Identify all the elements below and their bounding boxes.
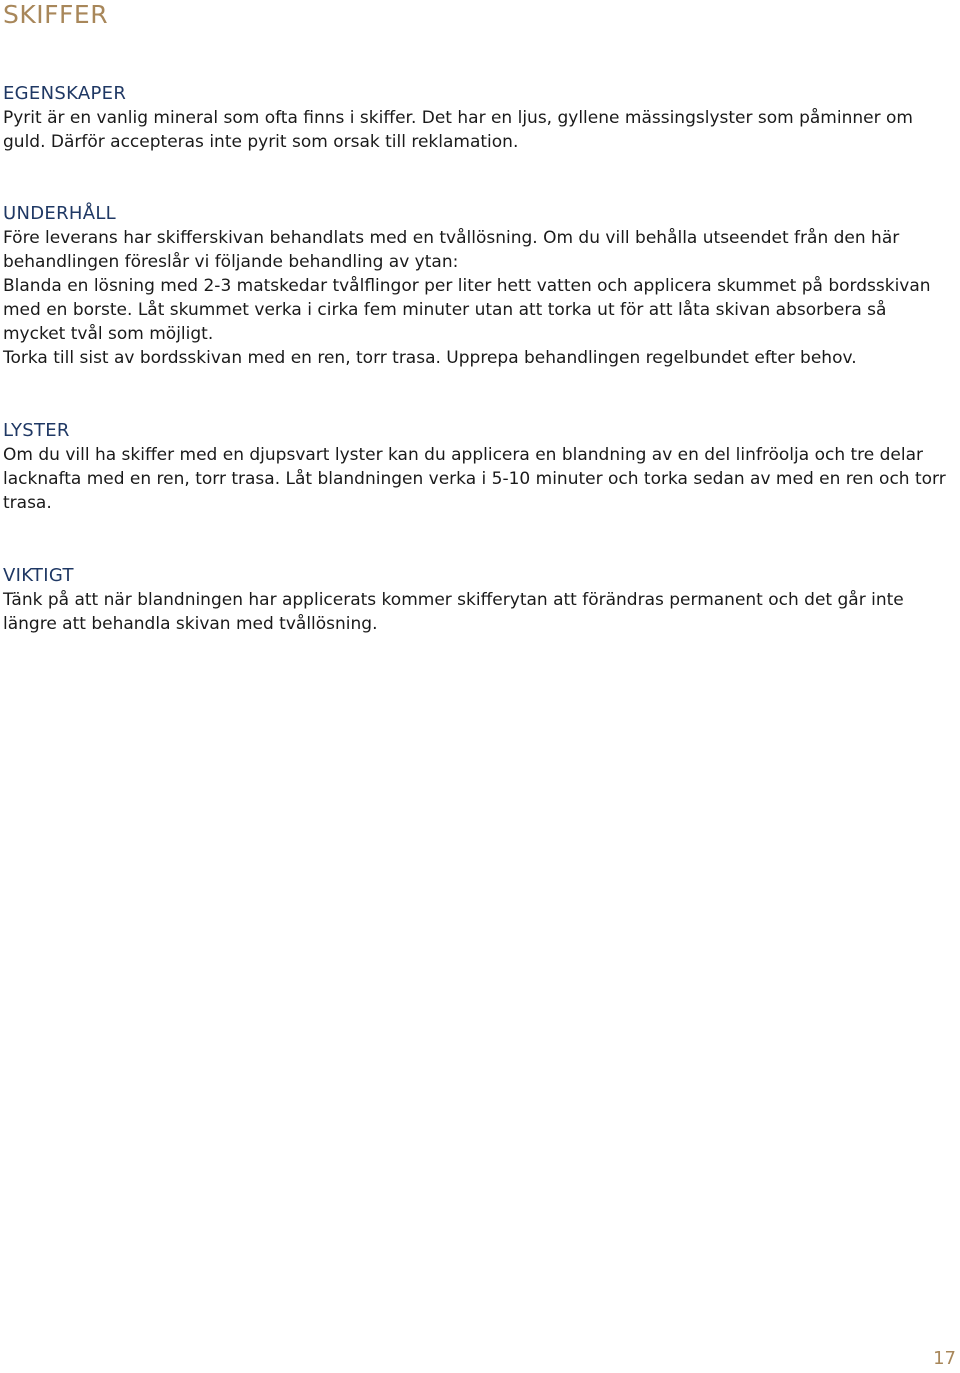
section-heading: UNDERHÅLL [3, 203, 116, 224]
section-underhall [3, 202, 953, 370]
section-heading: LYSTER [3, 420, 70, 441]
section-paragraph: Blanda en lösning med 2-3 matskedar tvålflingor per liter hett vatten och applicera skummet på bordsskivan med en borste. Låt skummet verka i cirka fem minuter utan att torka ut för att låta skivan absorbera så mycket tvål som möjligt. [3, 276, 931, 344]
section-paragraph: Torka till sist av bordsskivan med en ren, torr trasa. Upprepa behandlingen regelbundet efter behov. [3, 348, 857, 368]
section-paragraph: Pyrit är en vanlig mineral som ofta finns i skiffer. Det har en ljus, gyllene mässingslyster som påminner om guld. Därför accepteras inte pyrit som orsak till reklamation. [3, 108, 913, 152]
section-heading: EGENSKAPER [3, 83, 127, 104]
section-egenskaper [3, 82, 953, 154]
section-paragraph: Före leverans har skifferskivan behandlats med en tvållösning. Om du vill behålla utseendet från den här behandlingen föreslår vi följande behandling av ytan: [3, 228, 900, 272]
page-number: 17 [933, 1348, 956, 1369]
section-viktigt [3, 564, 953, 636]
section-lyster [3, 419, 953, 515]
section-paragraph: Tänk på att när blandningen har applicerats kommer skifferytan att förändras permanent och det går inte längre att behandla skivan med tvållösning. [3, 590, 904, 634]
section-heading: VIKTIGT [3, 565, 74, 586]
page-title: SKIFFER [3, 0, 109, 29]
section-paragraph: Om du vill ha skiffer med en djupsvart lyster kan du applicera en blandning av en del linfröolja och tre delar lacknafta med en ren, torr trasa. Låt blandningen verka i 5-10 minuter och torka sedan av med en ren och torr trasa. [3, 445, 946, 513]
